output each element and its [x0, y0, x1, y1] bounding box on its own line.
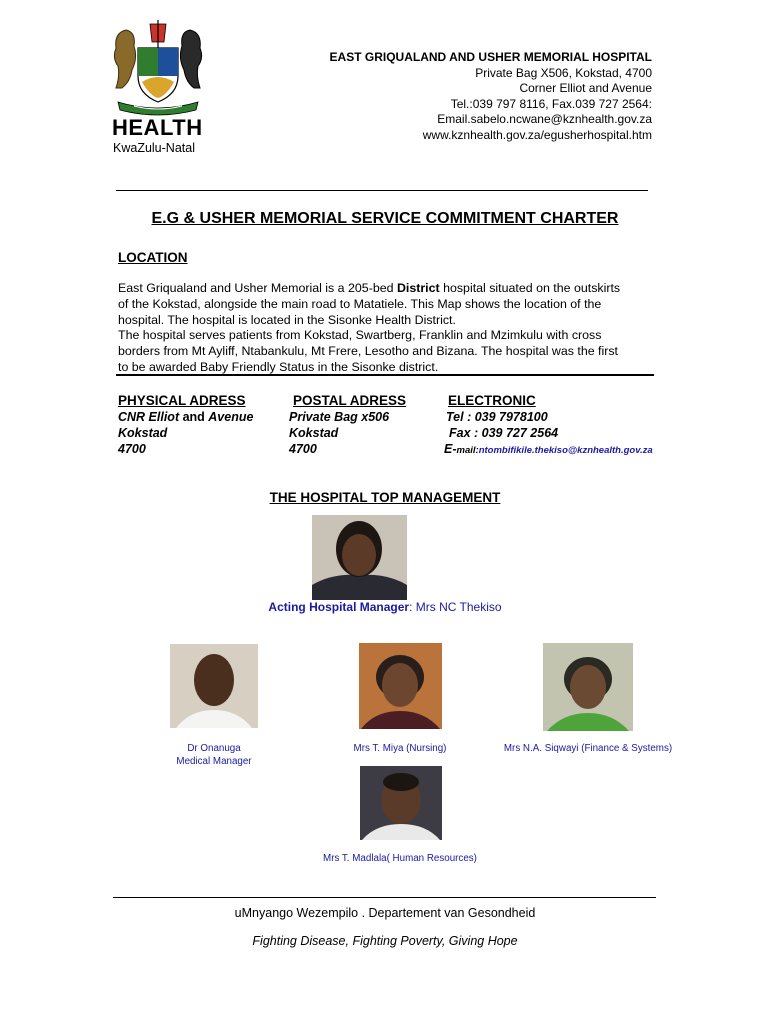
location-line: East Griqualand and Usher Memorial is a 205-bed District hospital situated on the outskirts	[118, 281, 621, 295]
postal-line-2: Kokstad	[289, 425, 339, 440]
contact-email[interactable]: E-mail:ntombifikile.thekiso@kznhealth.gov.za	[444, 441, 653, 456]
location-line: hospital. The hospital is located in the Sisonke Health District.	[118, 312, 456, 327]
staff-photo	[170, 644, 258, 728]
manager-caption: Acting Hospital Manager: Mrs NC Thekiso	[268, 600, 502, 614]
hospital-name: EAST GRIQUALAND AND USHER MEMORIAL HOSPITAL	[329, 50, 652, 64]
footer-department: uMnyango Wezempilo . Departement van Gesondheid	[234, 906, 536, 920]
physical-line-2: Kokstad	[118, 425, 168, 440]
manager-photo	[312, 515, 407, 600]
address-line-1: Private Bag X506, Kokstad, 4700	[475, 65, 652, 80]
health-wordmark: HEALTH	[112, 115, 203, 140]
physical-address-heading: PHYSICAL ADRESS	[118, 393, 246, 408]
fax-line: Fax : 039 727 2564	[449, 425, 559, 440]
location-line: of the Kokstad, alongside the main road to Matatiele. This Map shows the location of the	[118, 296, 602, 311]
location-line: borders from Mt Ayliff, Ntabankulu, Mt Frere, Lesotho and Bizana. The hospital was the first	[118, 344, 618, 359]
electronic-contacts	[446, 410, 653, 458]
management-heading: THE HOSPITAL TOP MANAGEMENT	[269, 490, 501, 505]
location-line: to be awarded Baby Friendly Status in the Sisonke district.	[118, 359, 439, 374]
province-name: KwaZulu-Natal	[113, 141, 195, 155]
postal-address-heading: POSTAL ADRESS	[293, 393, 407, 408]
address-line-2: Corner Elliot and Avenue	[519, 81, 652, 95]
staff-caption: Mrs T. Miya (Nursing)	[353, 743, 447, 754]
hospital-header	[330, 50, 652, 143]
footer-slogan: Fighting Disease, Fighting Poverty, Giving Hope	[252, 934, 518, 948]
phone-line: Tel.:039 797 8116, Fax.039 727 2564:	[450, 96, 652, 111]
staff-photo	[360, 766, 442, 840]
postal-line-3: 4700	[289, 441, 317, 456]
postal-address	[289, 410, 389, 457]
postal-line-1: Private Bag x506	[289, 410, 390, 424]
staff-photo	[359, 643, 442, 729]
section-divider	[116, 374, 654, 376]
tel-line: Tel : 039 7978100	[446, 410, 548, 424]
staff-caption: Mrs N.A. Siqwayi (Finance & Systems)	[503, 743, 673, 754]
staff-caption: Mrs T. Madlala( Human Resources)	[323, 853, 477, 864]
email-line: Email.sabelo.ncwane@kznhealth.gov.za	[437, 112, 652, 126]
web-line: www.kznhealth.gov.za/egusherhospital.htm	[422, 127, 652, 142]
staff-caption: Dr Onanuga Medical Manager	[176, 743, 252, 767]
staff-photo	[543, 643, 633, 731]
location-paragraph	[118, 281, 658, 376]
page-title: E.G & USHER MEMORIAL SERVICE COMMITMENT CHARTER	[151, 210, 619, 227]
header-divider	[116, 190, 648, 191]
physical-line-3: 4700	[118, 441, 146, 456]
electronic-heading: ELECTRONIC	[448, 393, 536, 408]
physical-line-1: CNR Elliot and Avenue	[118, 410, 254, 424]
footer-divider	[113, 897, 656, 898]
kzn-coat-of-arms-logo	[108, 18, 208, 118]
location-heading: LOCATION	[118, 250, 188, 265]
location-line: The hospital serves patients from Kokstad, Swartberg, Franklin and Mzimkulu with cross	[118, 328, 602, 343]
physical-address	[118, 410, 253, 457]
